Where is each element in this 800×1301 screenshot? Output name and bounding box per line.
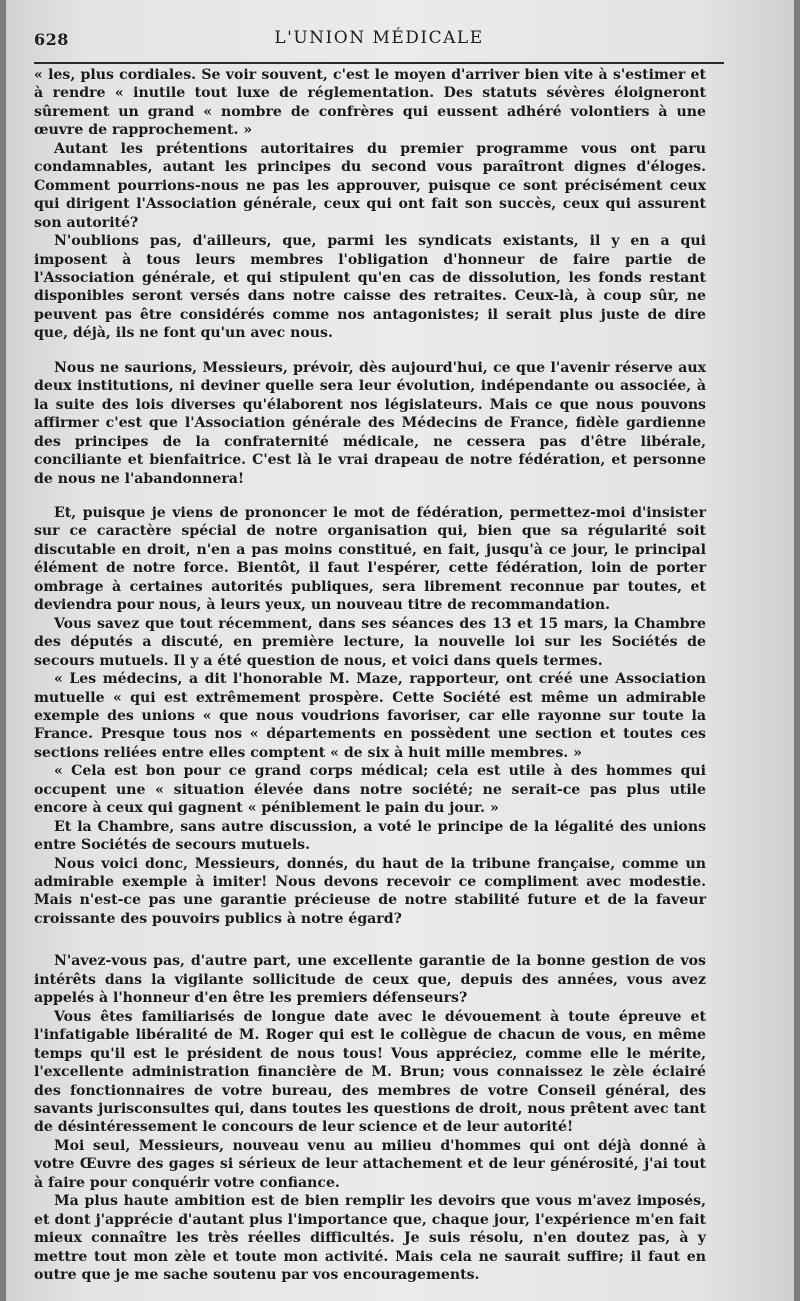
paragraph: Et, puisque je viens de prononcer le mot de fédération, permettez-moi d'insister sur ce caractère spécial de notre organisation qui, bien que sa régularité soit discutable en droit, n'en a pas moins constitué, en fait, jusqu'à ce jour, le principal élément de notre force. Bientôt, il faut l'espérer, cette fédération, loin de porter ombrage à certaines autorités publiques, sera librement reconnue par toutes, et deviendra pour nous, à leurs yeux, un nouveau titre de recommandation. (34, 504, 706, 614)
paragraph: Vous savez que tout récemment, dans ses séances des 13 et 15 mars, la Chambre des députés a discuté, en première lecture, la nouvelle loi sur les Sociétés de secours mutuels. Il y a été question de nous, et voici dans quels termes. (34, 615, 706, 669)
paragraph: Moi seul, Messieurs, nouveau venu au milieu d'hommes qui ont déjà donné à votre Œuvre des gages si sérieux de leur attachement et de leur générosité, j'ai tout à faire pour conquérir votre confiance. (34, 1137, 706, 1191)
page-header (34, 22, 724, 64)
paragraph: Ma plus haute ambition est de bien remplir les devoirs que vous m'avez imposés, et dont j'apprécie d'autant plus l'importance que, chaque jour, l'expérience m'en fait mieux connaître les très réelles difficultés. Je suis résolu, n'en doutez pas, à y mettre tout mon zèle et toute mon activité. Mais cela ne saurait suffire; il faut en outre que je me sache soutenu par vos encouragements. (34, 1193, 706, 1284)
paragraph: Autant les prétentions autoritaires du premier programme vous ont paru condamnables, autant les principes du second vous paraîtront dignes d'éloges. Comment pourrions-nous ne pas les approuver, puisque ce sont précisément ceux qui dirigent l'Association générale, ceux qui ont fait son succès, ceux qui assurent son autorité? (34, 140, 706, 231)
quote-paragraph: « Les médecins, a dit l'honorable M. Maze, rapporteur, ont créé une Association mutuelle « qui est extrêmement prospère. Cette Société est même un admirable exemple des unions « que nous voudrions favoriser, car elle rayonne sur toute la France. Presque tous nos « départements en possèdent une section et toutes ces sections reliées entre elles comptent « de six à huit mille membres. » (34, 671, 706, 761)
quote-paragraph: « les, plus cordiales. Se voir souvent, c'est le moyen d'arriver bien vite à s'estimer et à rendre « inutile tout luxe de réglementation. Des statuts sévères éloigneront sûrement un grand « nombre de confrères qui eussent adhéré volontiers à une œuvre de rapprochement. » (34, 67, 706, 139)
paragraph: Vous êtes familiarisés de longue date avec le dévouement à toute épreuve et l'infatigable libéralité de M. Roger qui est le collègue de chacun de vous, en même temps qu'il est le président de nous tous! Vous appréciez, comme elle le mérite, l'excellente administration financière de M. Brun; vous connaissez le zèle éclairé des fonctionnaires de votre bureau, des membres de votre Conseil général, des savants jurisconsultes qui, dans toutes les questions de droit, nous prêtent avec tant de désintéressement le concours de leur science et de leur autorité! (34, 1008, 706, 1136)
paragraph: N'oublions pas, d'ailleurs, que, parmi les syndicats existants, il y en a qui imposent à tous leurs membres l'obligation d'honneur de faire partie de l'Association générale, et qui stipulent qu'en cas de dissolution, les fonds restant disponibles seront versés dans notre caisse des retraites. Ceux-là, à coup sûr, ne peuvent pas être considérés comme nos antagonistes; il serait plus juste de dire que, déjà, ils ne font qu'un avec nous. (34, 233, 706, 342)
page-number: 628 (34, 30, 69, 49)
paragraph: Nous ne saurions, Messieurs, prévoir, dès aujourd'hui, ce que l'avenir réserve aux deux institutions, ni deviner quelle sera leur évolution, indépendante ou associée, à la suite des lois diverses qu'élaborent nos législateurs. Mais ce que nous pouvons affirmer c'est que l'Association générale des Médecins de France, fidèle gardienne des principes de la confraternité médicale, ne cessera pas d'être libérale, conciliante et bienfaitrice. C'est là le vrai drapeau de notre fédération, et personne de nous ne l'abandonnera! (34, 359, 706, 487)
paragraph: Nous voici donc, Messieurs, donnés, du haut de la tribune française, comme un admirable exemple à imiter! Nous devons recevoir ce compliment avec modestie. Mais n'est-ce pas une garantie précieuse de notre stabilité future et de la faveur croissante des pouvoirs publics à notre égard? (34, 855, 706, 927)
article-body (34, 66, 706, 1285)
running-title: L'UNION MÉDICALE (274, 28, 484, 48)
paragraph: N'avez-vous pas, d'autre part, une excellente garantie de la bonne gestion de vos intérêts dans la vigilante sollicitude de ceux que, depuis des années, vous avez appelés à l'honneur d'en être les premiers défenseurs? (34, 953, 706, 1007)
quote-paragraph: « Cela est bon pour ce grand corps médical; cela est utile à des hommes qui occupent une « situation élevée dans notre société; ne serait-ce pas plus utile encore à ceux qui gagnent « péniblement le pain du jour. » (34, 763, 706, 817)
paragraph: Et la Chambre, sans autre discussion, a voté le principe de la légalité des unions entre Sociétés de secours mutuels. (34, 818, 706, 854)
document-page (6, 0, 794, 1301)
